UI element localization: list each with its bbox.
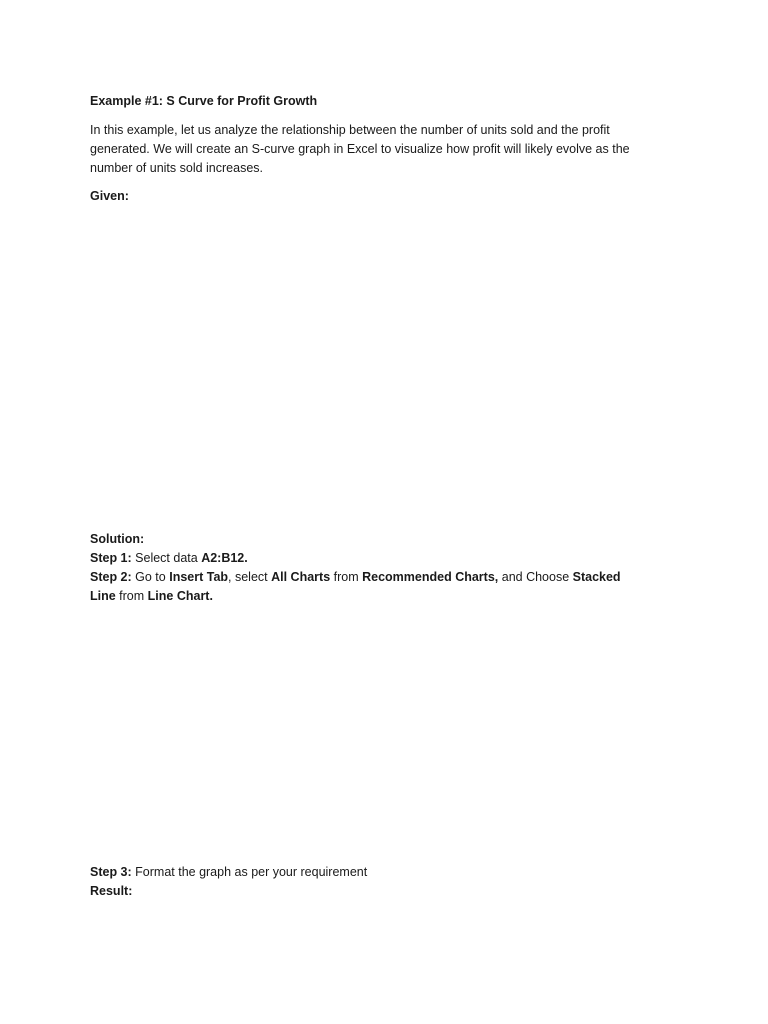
step-2-line-2 <box>90 587 213 606</box>
step-2-stacked: Stacked <box>572 570 621 584</box>
step-1-range: A2:B12. <box>201 551 248 565</box>
step-3 <box>90 863 367 882</box>
step-1-text: Select data <box>131 551 202 565</box>
intro-paragraph-line-3: number of units sold increases. <box>90 161 264 175</box>
example-heading <box>90 92 317 111</box>
step-2-period: . <box>209 589 213 603</box>
intro-paragraph-line-1: In this example, let us analyze the relationship between the number of units sold and the profit <box>90 123 610 137</box>
step-2-text-b: , select <box>228 570 272 584</box>
step-2-line-1 <box>90 568 621 587</box>
step-2-line-chart: Line Chart <box>147 589 210 603</box>
step-1 <box>90 549 248 568</box>
step-2-text-a: Go to <box>131 570 170 584</box>
intro-paragraph-line-2: generated. We will create an S-curve graph in Excel to visualize how profit will likely evolve as the <box>90 142 630 156</box>
step-3-label: Step 3: <box>90 865 132 879</box>
step-2-all-charts: All Charts <box>271 570 331 584</box>
step-2-insert-tab: Insert Tab <box>169 570 229 584</box>
given-label <box>90 187 129 206</box>
step-3-text: Format the graph as per your requirement <box>131 865 368 879</box>
step-2-text-c: from <box>330 570 363 584</box>
result-label-text: Result: <box>90 884 133 898</box>
step-2-text-d: and Choose <box>498 570 573 584</box>
example-heading-text: Example #1: S Curve for Profit Growth <box>90 94 318 108</box>
result-label <box>90 882 132 901</box>
given-image-area <box>90 212 678 528</box>
given-label-text: Given: <box>90 189 129 203</box>
step-2-label: Step 2: <box>90 570 132 584</box>
step-2-image-area <box>90 612 678 860</box>
step-2-recommended-charts: Recommended Charts, <box>362 570 499 584</box>
step-2-text-e: from <box>115 589 148 603</box>
result-image-area <box>90 906 678 1016</box>
solution-label <box>90 530 144 549</box>
step-1-label: Step 1: <box>90 551 132 565</box>
step-2-line-word: Line <box>90 589 116 603</box>
solution-label-text: Solution: <box>90 532 145 546</box>
